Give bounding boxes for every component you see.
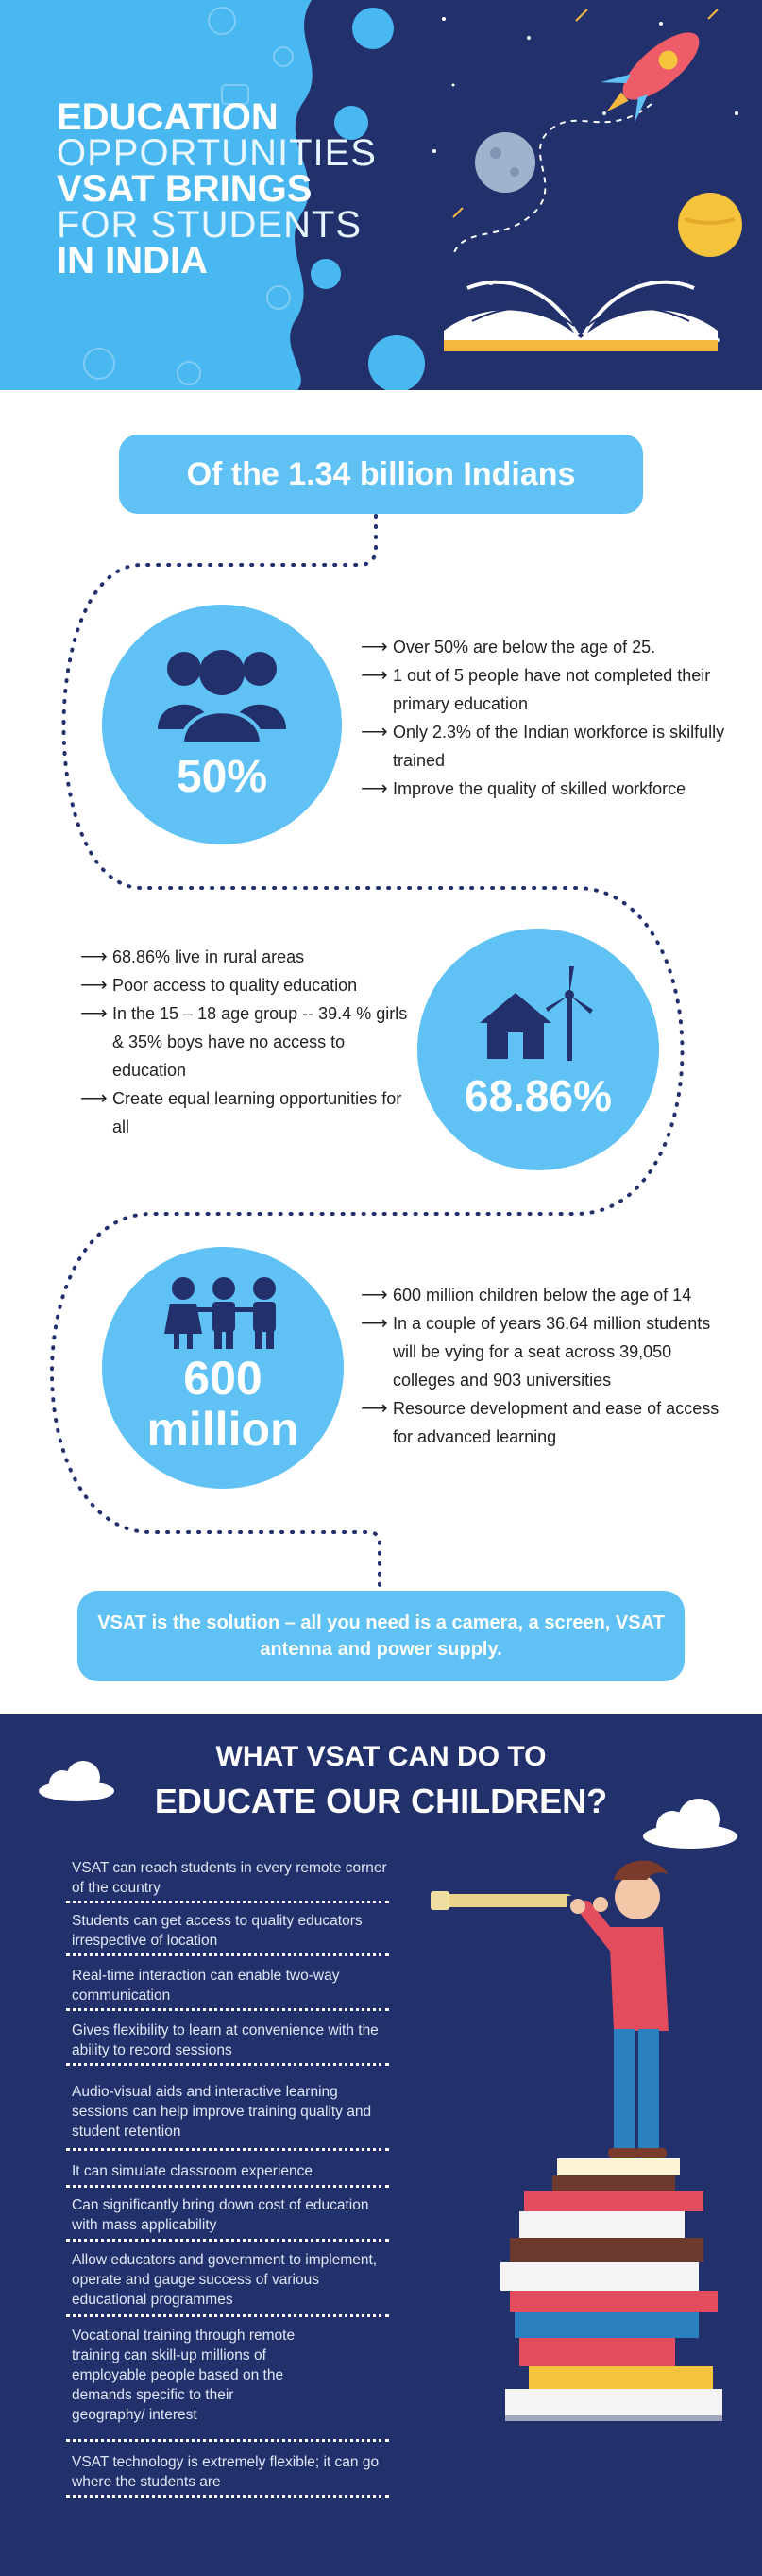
solution-banner: VSAT is the solution – all you need is a camera, a screen, VSAT antenna and power supply.	[77, 1591, 685, 1681]
children-group-icon	[162, 1275, 285, 1351]
hero-title-line: EDUCATION	[57, 96, 279, 138]
hero-title-line: VSAT BRINGS	[57, 168, 313, 210]
arrow-right-icon: ⟶	[361, 722, 388, 742]
divider	[66, 1953, 389, 1956]
arrow-right-icon: ⟶	[361, 665, 388, 686]
list-item: Students can get access to quality educators irrespective of location	[72, 1913, 363, 1949]
list-item: ⟶ In a couple of years 36.64 million students will be vying for a seat across 39,050 colleges and 903 universities	[361, 1309, 738, 1394]
section2-subheading: EDUCATE OUR CHILDREN?	[154, 1782, 608, 1820]
list-item: ⟶ Only 2.3% of the Indian workforce is skilfully trained	[361, 718, 738, 775]
list-item: Gives flexibility to learn at convenience with the ability to record sessions	[72, 2022, 379, 2058]
divider	[66, 2439, 389, 2442]
list-item: Allow educators and government to implement, operate and gauge success of various educational programmes	[72, 2252, 378, 2308]
arrow-right-icon: ⟶	[361, 637, 388, 657]
divider	[66, 2148, 389, 2151]
list-item: ⟶ 1 out of 5 people have not completed their primary education	[361, 661, 738, 718]
arrow-right-icon: ⟶	[80, 947, 108, 967]
hero-title	[57, 96, 377, 281]
list-item: ⟶ Poor access to quality education	[80, 971, 411, 999]
section1-heading: Of the 1.34 billion Indians	[119, 435, 643, 514]
arrow-right-icon: ⟶	[80, 1088, 108, 1109]
people-group-icon	[156, 644, 288, 748]
list-item: VSAT technology is extremely flexible; it can go where the students are	[72, 2454, 380, 2490]
list-item: VSAT can reach students in every remote corner of the country	[72, 1860, 387, 1896]
arrow-right-icon: ⟶	[80, 975, 108, 996]
list-item: Vocational training through remote training can skill-up millions of employable people based on the demands specific to their geography/ interest	[72, 2328, 296, 2423]
hero-banner	[0, 0, 762, 390]
list-item: ⟶ In the 15 – 18 age group -- 39.4 % girls & 35% boys have no access to education	[80, 999, 411, 1084]
divider	[66, 2008, 389, 2011]
divider	[66, 2314, 389, 2317]
list-item: Can significantly bring down cost of education with mass applicability	[72, 2197, 369, 2233]
list-item: ⟶ 600 million children below the age of 14	[361, 1281, 738, 1309]
stat-value: 68.86%	[464, 1071, 612, 1120]
list-item: ⟶ Improve the quality of skilled workforce	[361, 775, 738, 803]
boy-telescope-books-illustration	[415, 1851, 755, 2456]
arrow-right-icon: ⟶	[361, 1398, 388, 1419]
stat-circle-68	[417, 929, 659, 1170]
stat-value-line: million	[146, 1403, 299, 1456]
list-item: ⟶ Over 50% are below the age of 25.	[361, 633, 738, 661]
divider	[66, 2185, 389, 2188]
list-item: ⟶ 68.86% live in rural areas	[80, 943, 411, 971]
divider	[66, 2239, 389, 2242]
stat-circle-600	[102, 1247, 344, 1489]
stat-value: 50%	[176, 752, 268, 802]
bullet-list	[361, 1281, 738, 1451]
divider	[66, 1901, 389, 1903]
list-item: ⟶ Resource development and ease of access for advanced learning	[361, 1394, 738, 1451]
list-item: Real-time interaction can enable two-way communication	[72, 1968, 340, 2004]
list-item: ⟶ Create equal learning opportunities for all	[80, 1084, 411, 1141]
arrow-right-icon: ⟶	[361, 1285, 388, 1305]
stat-circle-50	[102, 605, 342, 844]
list-item: Audio-visual aids and interactive learning sessions can help improve training quality and student retention	[72, 2084, 372, 2140]
list-item: It can simulate classroom experience	[72, 2163, 313, 2179]
stat-value-line: 600	[183, 1352, 262, 1405]
section2-heading: WHAT VSAT CAN DO TO	[215, 1741, 547, 1772]
hero-title-line: OPPORTUNITIES	[57, 132, 377, 174]
hero-title-line: IN INDIA	[57, 240, 208, 281]
stat-value	[102, 1353, 344, 1455]
divider	[66, 2063, 389, 2066]
arrow-right-icon: ⟶	[361, 778, 388, 799]
hero-title-line: FOR STUDENTS	[57, 204, 363, 246]
cloud-icon	[34, 1759, 119, 1802]
bullet-list	[361, 633, 738, 803]
arrow-right-icon: ⟶	[361, 1313, 388, 1334]
bullet-list	[80, 943, 411, 1141]
divider	[66, 2495, 389, 2498]
rural-house-windmill-icon	[474, 964, 597, 1068]
arrow-right-icon: ⟶	[80, 1003, 108, 1024]
cloud-icon	[638, 1797, 742, 1850]
